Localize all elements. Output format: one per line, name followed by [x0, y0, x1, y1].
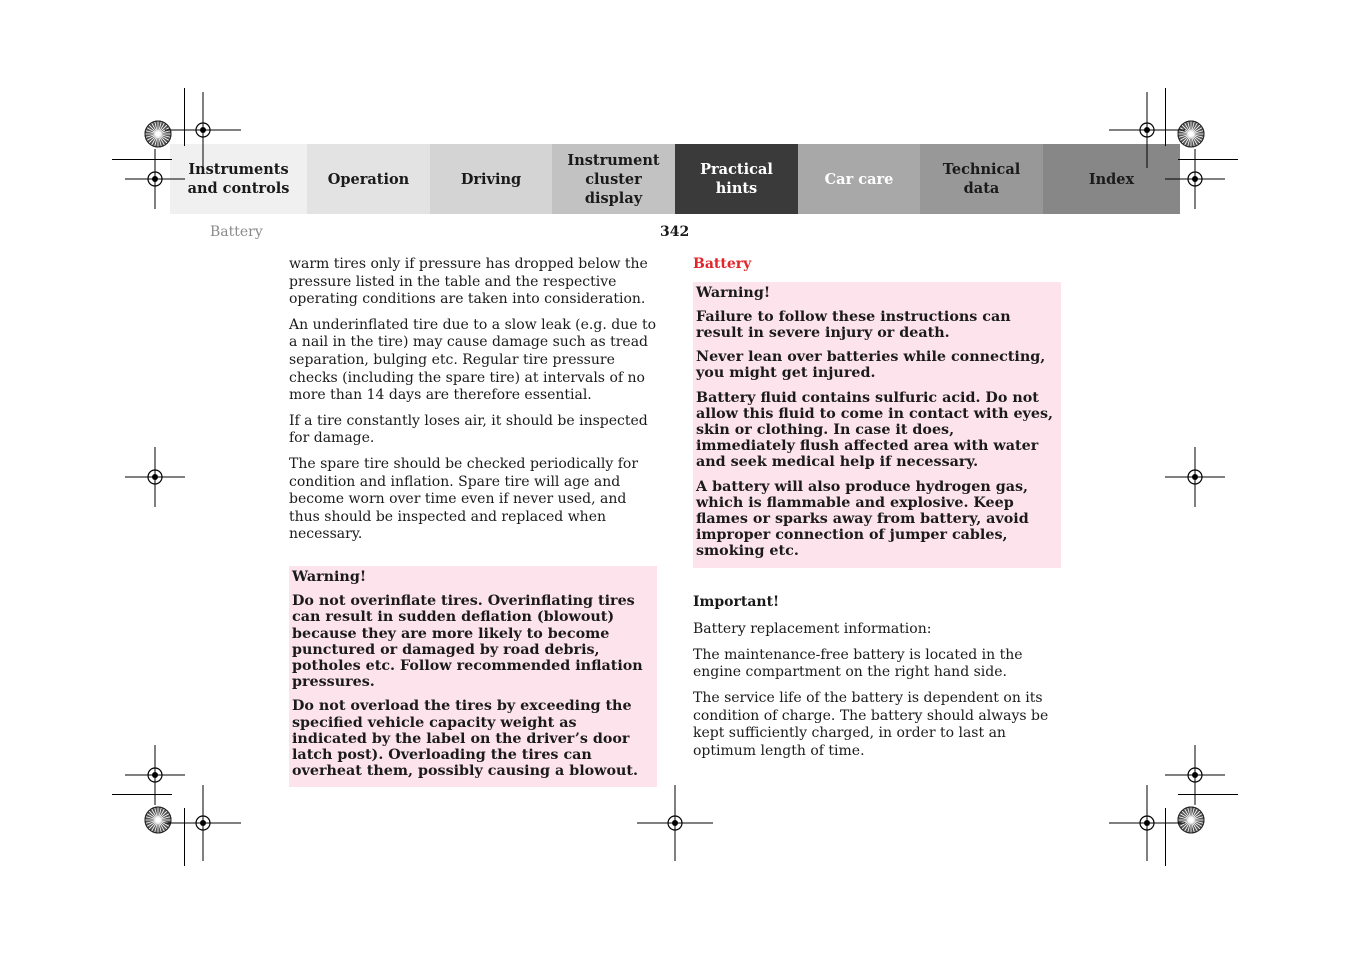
tab-operation[interactable]: Operation — [307, 144, 430, 214]
registration-crosshair-icon — [165, 785, 241, 861]
registration-crosshair-icon — [1165, 745, 1225, 805]
registration-crosshair-icon — [1109, 785, 1185, 861]
starburst-mark-icon — [144, 120, 172, 148]
paragraph: The spare tire should be checked periodically for condition and inflation. Spare tire will age and become worn over time even if never used, and thus should be inspected and replaced when necessary. — [289, 455, 639, 543]
tab-practical-hints[interactable]: Practical hints — [675, 144, 798, 214]
left-column — [289, 256, 657, 787]
registration-crosshair-icon — [637, 785, 713, 861]
warning-item: Do not overinflate tires. Overinflating tires can result in sudden deflation (blowout) because they are more likely to become punctured or damaged by road debris, potholes etc. Follow recommended inflation pressures. — [292, 593, 643, 691]
tire-warning-box — [289, 566, 657, 787]
warning-item: Never lean over batteries while connecting, you might get injured. — [696, 349, 1046, 382]
section-heading: Battery — [693, 256, 752, 272]
starburst-mark-icon — [144, 806, 172, 834]
tab-index[interactable]: Index — [1043, 144, 1180, 214]
registration-crosshair-icon — [125, 745, 185, 805]
paragraph: The service life of the battery is dependent on its condition of charge. The battery should always be kept sufficiently charged, in order to last an optimum length of time. — [693, 690, 1049, 759]
warning-title: Warning! — [696, 284, 771, 301]
paragraph: The maintenance-free battery is located in the engine compartment on the right hand side. — [693, 646, 1023, 681]
crop-line — [1178, 159, 1238, 160]
tab-driving[interactable]: Driving — [430, 144, 552, 214]
running-header-section: Battery — [210, 224, 263, 240]
warning-title: Warning! — [292, 568, 367, 585]
crop-line — [112, 159, 172, 160]
paragraph: An underinflated tire due to a slow leak (e.g. due to a nail in the tire) may cause damage such as tread separation, bulging etc. Regular tire pressure checks (including the spare tire) at intervals of no more than 14 days are therefore essential. — [289, 316, 656, 404]
important-label: Important! — [693, 593, 780, 610]
crop-line — [184, 88, 185, 146]
tab-car-care[interactable]: Car care — [798, 144, 920, 214]
page-number: 342 — [660, 224, 690, 240]
paragraph: warm tires only if pressure has dropped below the pressure listed in the table and the respective operating conditions are taken into consideration. — [289, 256, 648, 308]
registration-crosshair-icon — [125, 447, 185, 507]
chapter-nav — [170, 144, 1180, 214]
crop-line — [184, 808, 185, 866]
warning-item: Do not overload the tires by exceeding the specified vehicle capacity weight as indicated by the label on the driver’s door latch post). Overloading the tires can overheat them, possibly causing a blowout. — [292, 698, 638, 780]
tab-technical-data[interactable]: Technical data — [920, 144, 1043, 214]
crop-line — [1165, 88, 1166, 146]
paragraph: Battery replacement information: — [693, 621, 932, 638]
starburst-mark-icon — [1177, 806, 1205, 834]
right-column — [693, 256, 1061, 768]
battery-warning-box — [693, 282, 1061, 568]
warning-item: Battery fluid contains sulfuric acid. Do not allow this fluid to come in contact with eyes, skin or clothing. In case it does, immediately flush affected area with water and seek medical help if necessary. — [696, 389, 1053, 471]
paragraph: If a tire constantly loses air, it should be inspected for damage. — [289, 412, 648, 447]
tab-instruments-and-controls[interactable]: Instruments and controls — [170, 144, 307, 214]
warning-item: Failure to follow these instructions can result in severe injury or death. — [696, 308, 1011, 341]
tab-instrument-cluster-display[interactable]: Instrument cluster display — [552, 144, 675, 214]
crop-line — [1165, 808, 1166, 866]
starburst-mark-icon — [1177, 120, 1205, 148]
crop-line — [1178, 794, 1238, 795]
registration-crosshair-icon — [1165, 447, 1225, 507]
warning-item: A battery will also produce hydrogen gas, which is flammable and explosive. Keep flames or sparks away from battery, avoid improper connection of jumper cables, smoking etc. — [696, 478, 1029, 560]
crop-line — [112, 794, 172, 795]
